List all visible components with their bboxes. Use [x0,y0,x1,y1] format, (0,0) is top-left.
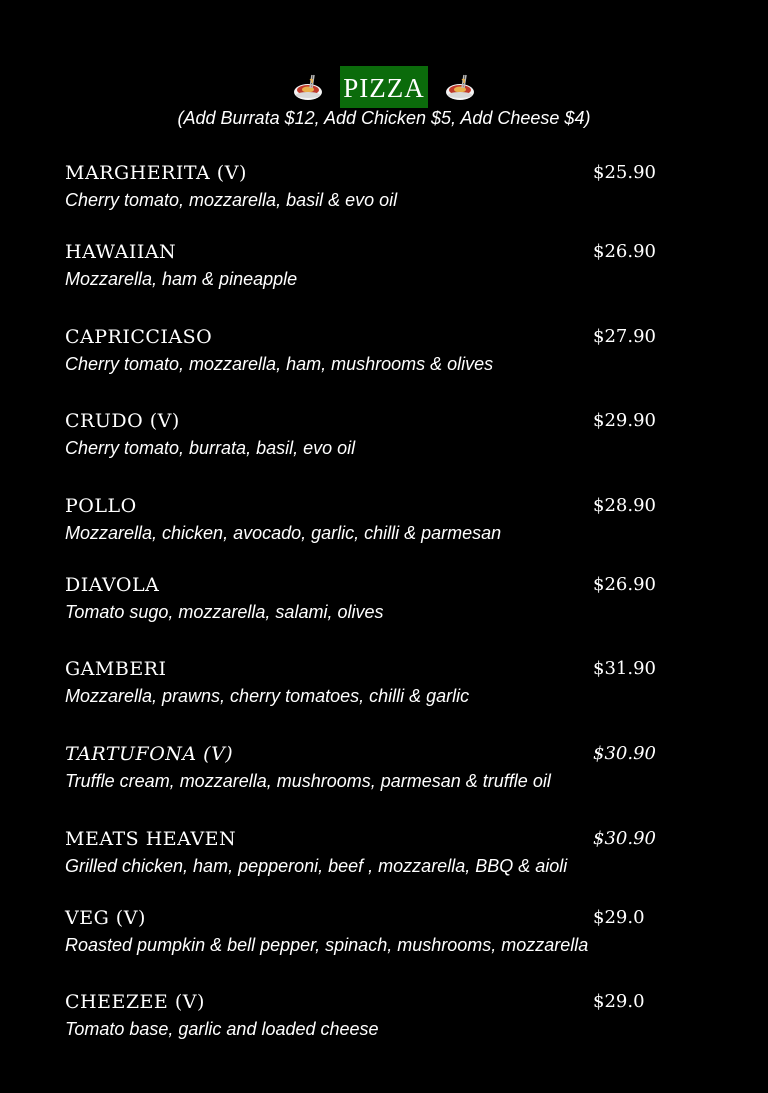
item-description: Mozzarella, chicken, avocado, garlic, chilli & parmesan [65,523,502,543]
item-name: HAWAIIAN [65,241,177,263]
item-price: $29.90 [593,410,656,431]
menu-title: PIZZA [340,66,428,108]
item-description: Mozzarella, prawns, cherry tomatoes, chilli & garlic [65,686,470,706]
menu-item [65,657,705,708]
item-name: CAPRICCIASO [65,326,213,348]
item-name: TARTUFONA (V) [65,743,234,765]
item-description: Cherry tomato, mozzarella, ham, mushrooms & olives [65,354,494,374]
menu-item [65,827,705,878]
item-price: $25.90 [593,162,656,183]
item-price: $30.90 [593,828,656,849]
item-description: Roasted pumpkin & bell pepper, spinach, mushrooms, mozzarella [65,935,589,955]
item-name: CRUDO (V) [65,410,180,432]
item-description: Tomato base, garlic and loaded cheese [65,1019,379,1039]
pasta-bowl-icon [444,71,476,103]
item-description: Grilled chicken, ham, pepperoni, beef , mozzarella, BBQ & aioli [65,856,568,876]
menu-item [65,161,705,212]
item-description: Tomato sugo, mozzarella, salami, olives [65,602,384,622]
item-price: $31.90 [593,658,656,679]
item-price: $26.90 [593,574,656,595]
item-name: DIAVOLA [65,574,160,596]
menu-item [65,742,705,793]
item-name: CHEEZEE (V) [65,991,205,1013]
menu-item [65,494,705,545]
addons-note: (Add Burrata $12, Add Chicken $5, Add Cheese $4) [177,108,591,128]
item-name: GAMBERI [65,658,167,680]
menu-item [65,240,705,291]
menu-item [65,906,705,957]
menu-item [65,409,705,460]
item-description: Cherry tomato, mozzarella, basil & evo oil [65,190,398,210]
item-price: $30.90 [593,743,656,764]
menu-item [65,573,705,624]
item-price: $29.0 [593,907,645,928]
item-price: $29.0 [593,991,645,1012]
menu-item [65,990,705,1041]
menu-header [0,66,768,108]
item-name: MEATS HEAVEN [65,828,237,850]
item-description: Truffle cream, mozzarella, mushrooms, parmesan & truffle oil [65,771,551,791]
menu-item [65,325,705,376]
item-description: Mozzarella, ham & pineapple [65,269,298,289]
item-name: VEG (V) [65,907,146,929]
item-price: $26.90 [593,241,656,262]
item-name: MARGHERITA (V) [65,162,247,184]
item-price: $28.90 [593,495,656,516]
pasta-bowl-icon [292,71,324,103]
item-name: POLLO [65,495,137,517]
item-price: $27.90 [593,326,656,347]
item-description: Cherry tomato, burrata, basil, evo oil [65,438,356,458]
